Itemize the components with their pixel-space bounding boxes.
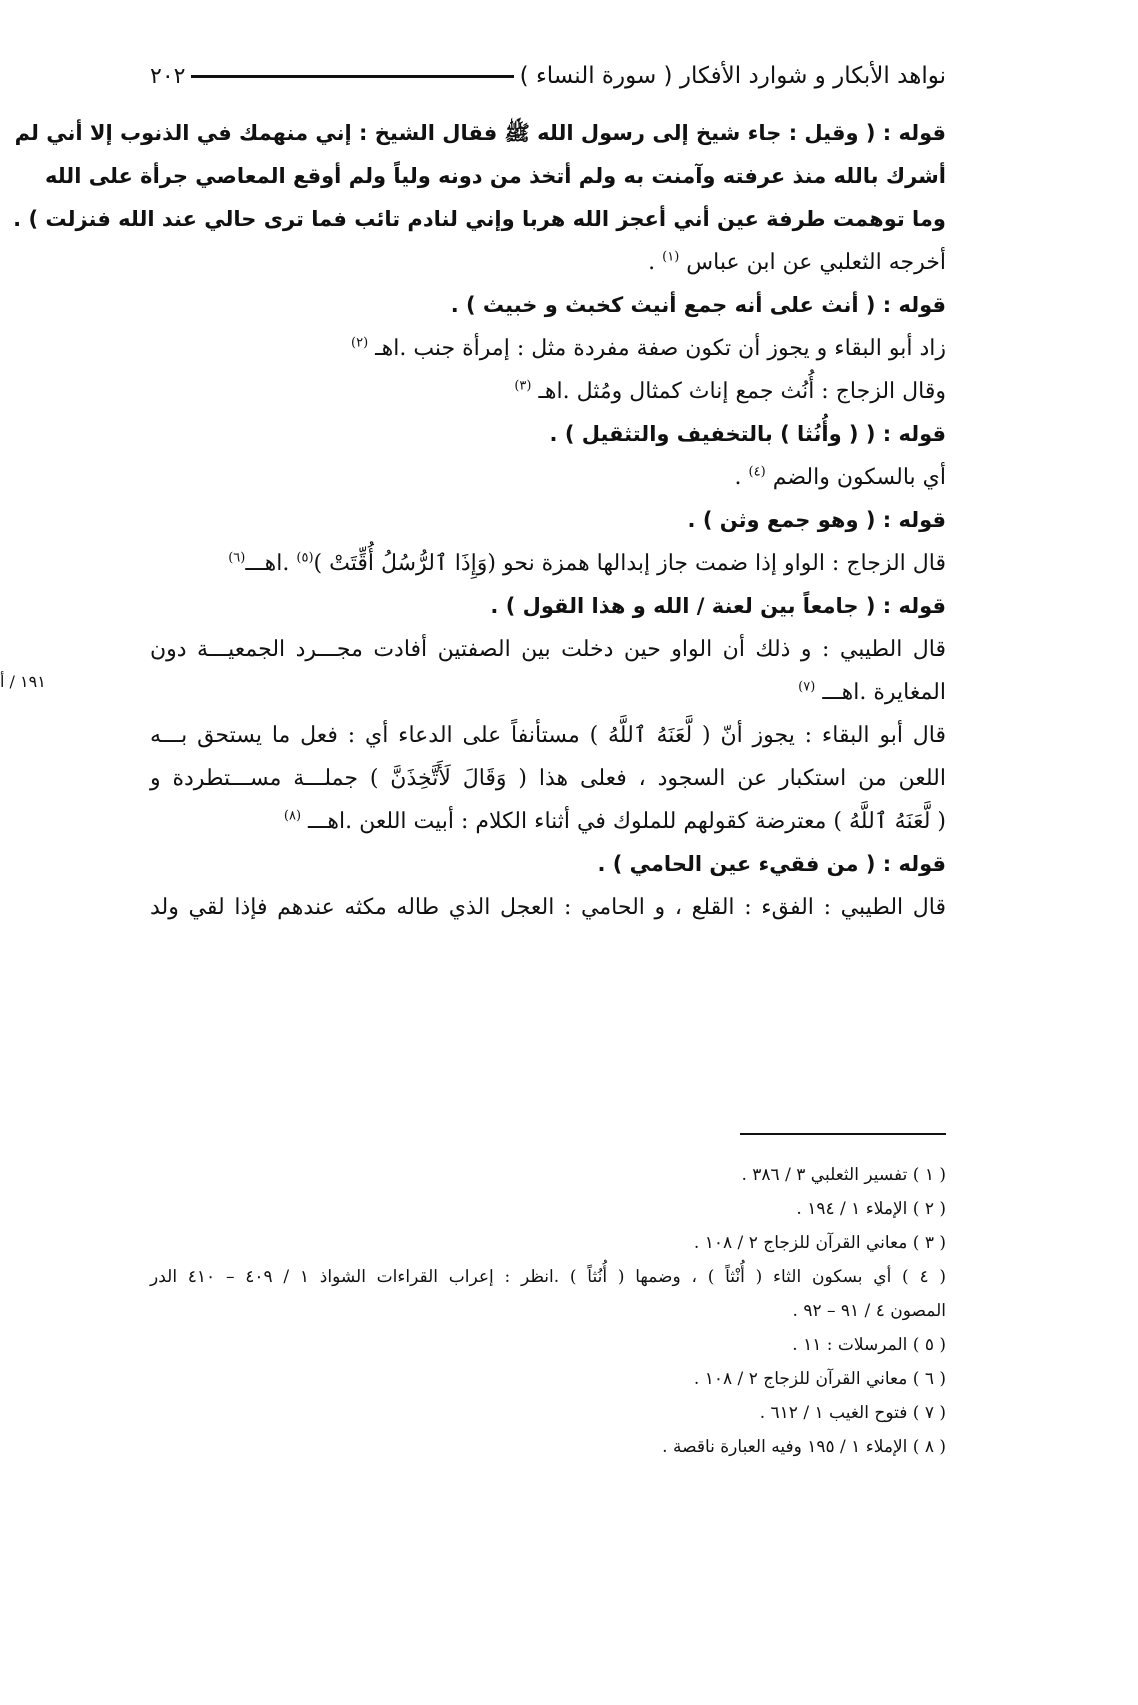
text-line: قوله : ( ( وأُنُثا ) بالتخفيف والتثقيل ) .	[549, 422, 946, 446]
footnote-line: ( ١ ) تفسير الثعلبي ٣ / ٣٨٦ .	[741, 1165, 946, 1185]
text-line: قال الطيبي : و ذلك أن الواو حين دخلت بين الصفتين أفادت مجـــرد الجمعيـــة دون	[150, 637, 946, 662]
text-line: قال الزجاج : الواو إذا ضمت جاز إبدالها همزة نحو (وَإِذَا ٱلرُّسُلُ أُقِّتَتْ )$^{(٥)}$ .اهـــ$^{(٦)}$	[228, 550, 946, 576]
page-header	[150, 56, 946, 96]
footnote-ref: (٢)	[351, 335, 369, 351]
footnote-ref: (٧)	[798, 679, 816, 695]
footnote-line: ( ٧ ) فتوح الغيب ١ / ٦١٢ .	[759, 1403, 946, 1423]
text-line: زاد أبو البقاء و يجوز أن تكون صفة مفردة مثل : إمرأة جنب .اهـ $^{(٢)}$	[351, 335, 946, 361]
text-line: أخرجه الثعلبي عن ابن عباس $^{(١)}$ .	[648, 249, 946, 275]
text-line: وما توهمت طرفة عين أني أعجز الله هربا وإني لنادم تائب فما ترى حالي عند الله فنزلت ) .	[13, 207, 946, 231]
text-line: قوله : ( جامعاً بين لعنة / الله و هذا القول ) .	[490, 594, 946, 618]
text-line: قوله : ( أنث على أنه جمع أنيث كخبث و خبيث ) .	[450, 293, 946, 317]
footnote-separator	[740, 1133, 946, 1135]
text-line: قوله : ( من فقيء عين الحامي ) .	[597, 852, 946, 876]
text-line: ( لَّعَنَهُ ٱللَّهُ ) معترضة كقولهم للملوك في أثناء الكلام : أبيت اللعن .اهـــ $^{(٨)}$	[283, 808, 946, 834]
footnote-line: المصون ٤ / ٩١ – ٩٢ .	[792, 1301, 946, 1321]
header-rule	[191, 75, 513, 78]
margin-folio-note: ١٩١ / أ	[0, 672, 46, 691]
footnote-line: ( ٨ ) الإملاء ١ / ١٩٥ وفيه العبارة ناقصة .	[662, 1437, 946, 1457]
footnote-ref: (٣)	[514, 378, 532, 394]
running-title: نواهد الأبكار و شوارد الأفكار ( سورة النساء )	[519, 63, 946, 89]
footnote-ref: (٤)	[748, 464, 766, 480]
footnote-ref: (٨)	[283, 808, 302, 824]
footnote-line: ( ٥ ) المرسلات : ١١ .	[792, 1335, 946, 1355]
footnote-line: ( ٦ ) معاني القرآن للزجاج ٢ / ١٠٨ .	[693, 1369, 946, 1389]
text-line: قوله : ( وقيل : جاء شيخ إلى رسول الله ﷺ فقال الشيخ : إني منهمك في الذنوب إلا أني لم	[14, 121, 946, 145]
footnote-ref: (٦)	[228, 550, 246, 566]
text-line: وقال الزجاج : أُنُث جمع إناث كمثال ومُثل .اهـ $^{(٣)}$	[514, 378, 946, 404]
footnote-line: ( ٢ ) الإملاء ١ / ١٩٤ .	[796, 1199, 946, 1219]
text-line: أي بالسكون والضم $^{(٤)}$ .	[734, 464, 946, 490]
footnote-line: ( ٤ ) أي بسكون الثاء ( أُنْثاً ) ، وضمها ( أُنُثاً ) .انظر : إعراب القراءات الشواذ ١ / ٤٠٩ – ٤١٠ الدر	[150, 1267, 946, 1287]
footnotes	[150, 1158, 946, 1464]
text-line: قال أبو البقاء : يجوز أنّ ( لَّعَنَهُ ٱللَّهُ ) مستأنفاً على الدعاء أي : فعل ما يستحق بـــه	[150, 723, 946, 748]
footnote-ref: (٥)	[296, 550, 314, 566]
page-number: ٢٠٢	[150, 63, 186, 89]
footnote-ref: (١)	[662, 249, 680, 265]
footnote-line: ( ٣ ) معاني القرآن للزجاج ٢ / ١٠٨ .	[693, 1233, 946, 1253]
text-line: قوله : ( وهو جمع وثن ) .	[687, 508, 946, 532]
text-line: المغايرة .اهـــ $^{(٧)}$	[798, 679, 946, 705]
text-line: اللعن من استكبار عن السجود ، فعلى هذا ( وَقَالَ لَأَتَّخِذَنَّ ) جملـــة مســـتطردة و	[150, 766, 946, 791]
text-line: أشرك بالله منذ عرفته وآمنت به ولم أتخذ من دونه ولياً ولم أوقع المعاصي جرأة على الله	[45, 164, 946, 188]
text-line: قال الطيبي : الفقء : القلع ، و الحامي : العجل الذي طاله مكثه عندهم فإذا لقي ولد	[150, 895, 946, 920]
